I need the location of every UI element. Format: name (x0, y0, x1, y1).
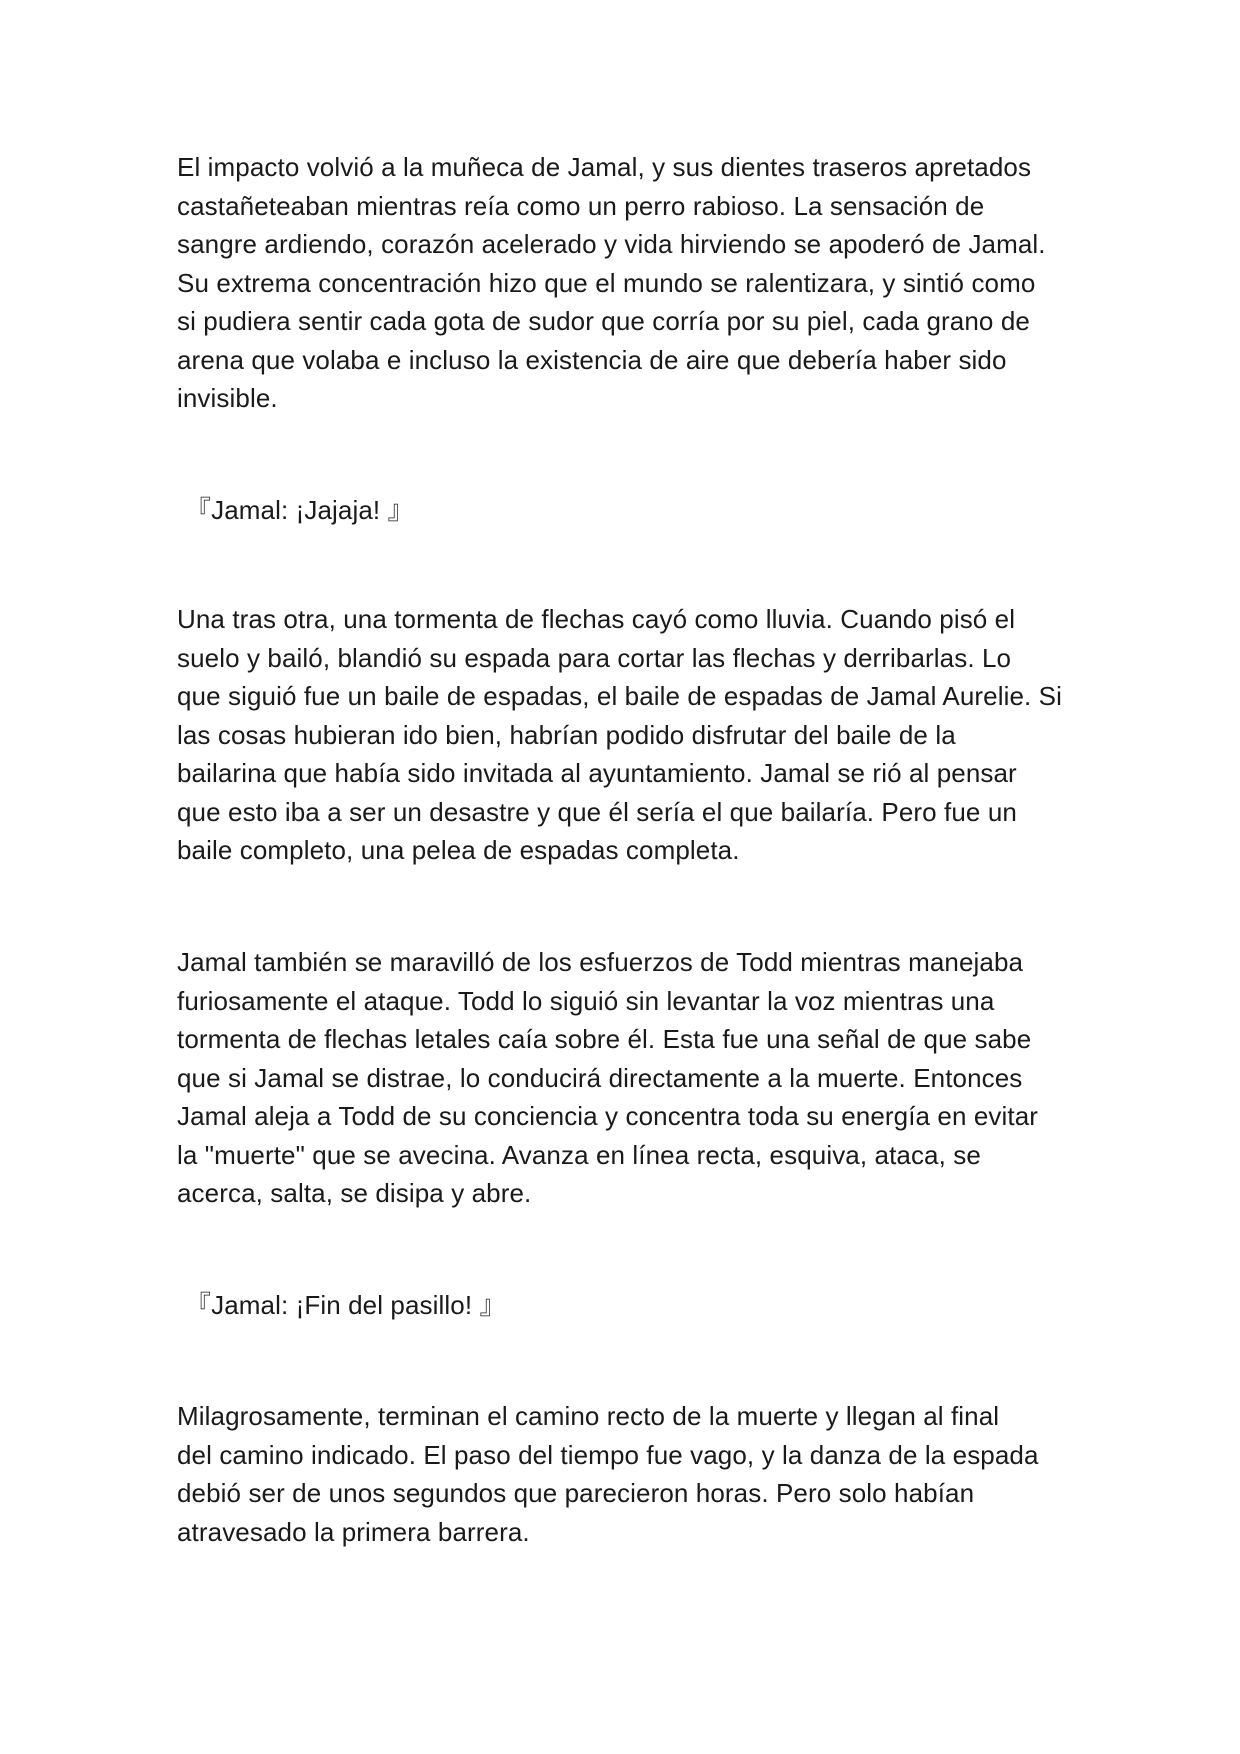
paragraph-2: Una tras otra, una tormenta de flechas cayó como lluvia. Cuando pisó el suelo y bailó, blandió su espada para cortar las flechas y derribarlas. Lo que siguió fue un baile de espadas, el baile de espadas de Jamal Aurelie. Si las cosas hubieran ido bien, habrían podido disfrutar del baile de la bailarina que había sido invitada al ayuntamiento. Jamal se rió al pensar que esto iba a ser un desastre y que él sería el que bailaría. Pero fue un baile completo, una pelea de espadas completa. (177, 604, 1062, 865)
paragraph-4: Milagrosamente, terminan el camino recto de la muerte y llegan al final del camino indicado. El paso del tiempo fue vago, y la danza de la espada debió ser de unos segundos que parecieron horas. Pero solo habían atravesado la primera barrera. (177, 1401, 1039, 1547)
paragraph-3: Jamal también se maravilló de los esfuerzos de Todd mientras manejaba furiosamente el ataque. Todd lo siguió sin levantar la voz mientras una tormenta de flechas letales caía sobre él. Esta fue una señal de que sabe que si Jamal se distrae, lo conducirá directamente a la muerte. Entonces Jamal aleja a Todd de su conciencia y concentra toda su energía en evitar la "muerte" que se avecina. Avanza en línea recta, esquiva, ataca, se acerca, salta, se disipa y abre. (177, 947, 1039, 1208)
dialogue-line-1: 『Jamal: ¡Jajaja! 』 (185, 495, 414, 525)
dialogue-line-2: 『Jamal: ¡Fin del pasillo! 』 (185, 1290, 506, 1320)
paragraph-1: El impacto volvió a la muñeca de Jamal, y sus dientes traseros apretados castañeteaban mientras reía como un perro rabioso. La sensación de sangre ardiendo, corazón acelerado y vida hirviendo se apoderó de Jamal. Su extrema concentración hizo que el mundo se ralentizara, y sintió como si pudiera sentir cada gota de sudor que corría por su piel, cada grano de arena que volaba e incluso la existencia de aire que debería haber sido invisible. (177, 152, 1046, 413)
